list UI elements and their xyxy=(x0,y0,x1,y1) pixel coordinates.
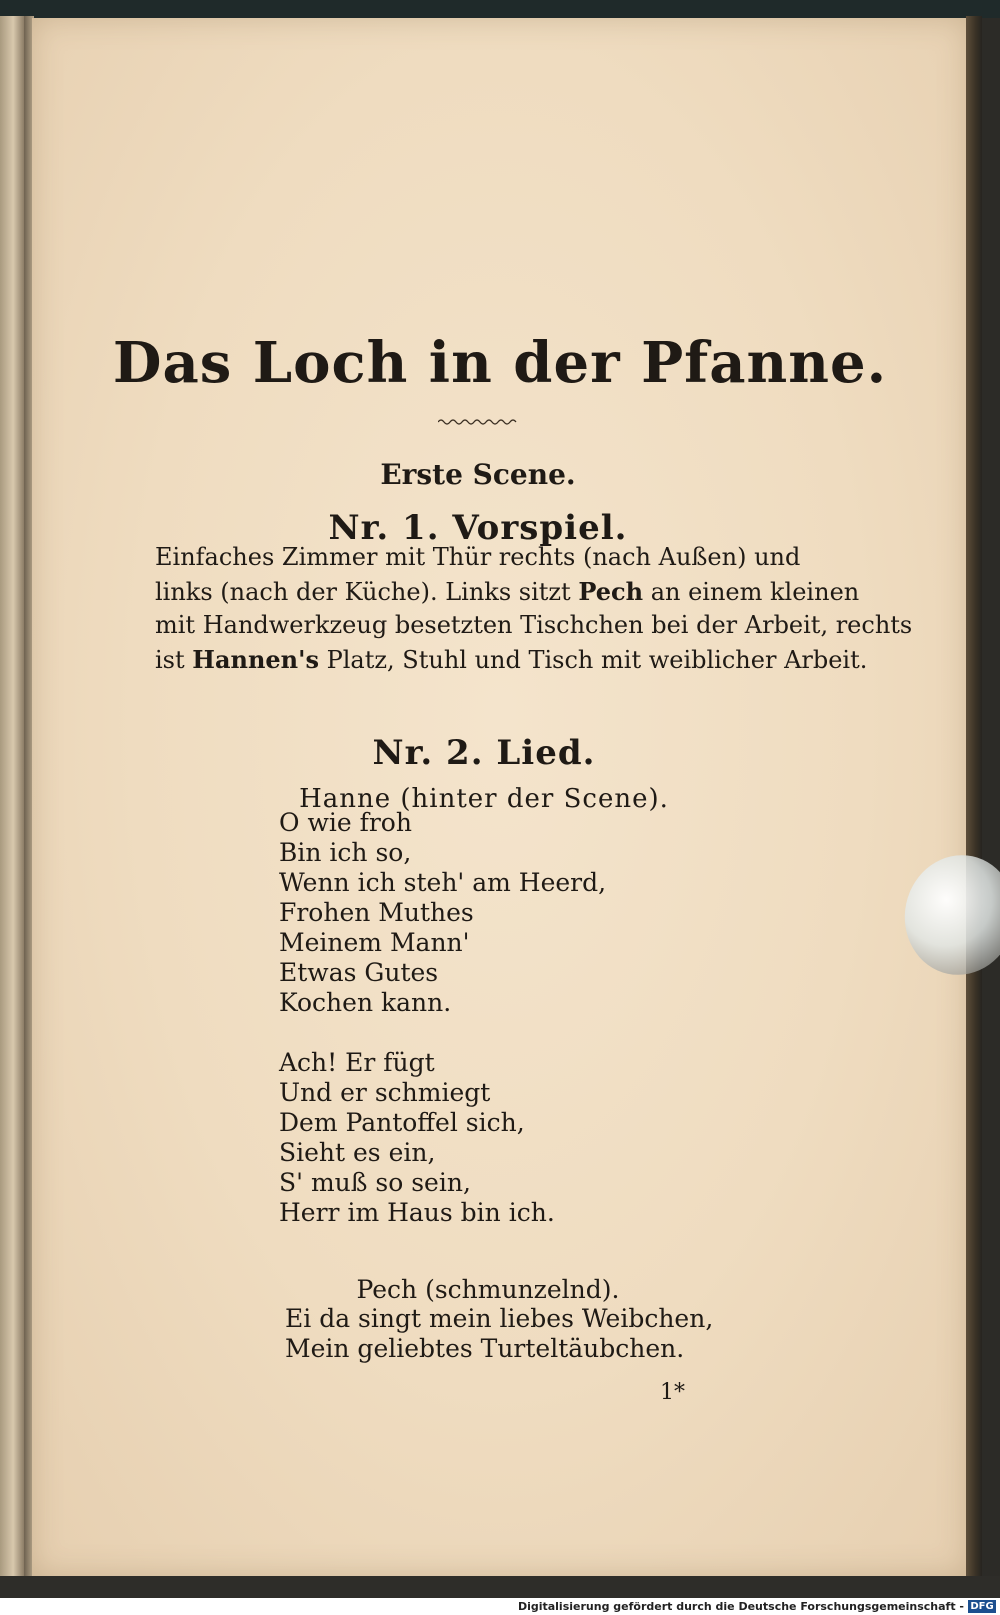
verse-line: Frohen Muthes xyxy=(279,898,474,927)
verse-line: Ei da singt mein liebes Weibchen, xyxy=(285,1304,714,1333)
bottom-edge xyxy=(0,1576,1000,1598)
character-name-hanne: Hannen's xyxy=(192,645,319,674)
page-title: Das Loch in der Pfanne. xyxy=(112,330,888,396)
verse-line: Wenn ich steh' am Heerd, xyxy=(279,868,607,897)
dfg-logo: DFG xyxy=(968,1600,996,1613)
stage-direction-line xyxy=(155,645,867,674)
verse-line: Ach! Er fügt xyxy=(279,1048,435,1077)
stage-text: links (nach der Küche). Links sitzt xyxy=(155,578,579,606)
scene-heading: Erste Scene. xyxy=(380,458,576,491)
speaker-heading-hanne: Hanne (hinter der Scene). xyxy=(299,784,669,814)
section-heading-nr1: Nr. 1. Vorspiel. xyxy=(328,508,628,548)
verse-line: Dem Pantoffel sich, xyxy=(279,1108,525,1137)
speaker-heading-pech: Pech (schmunzelnd). xyxy=(356,1275,620,1304)
wavy-rule-ornament xyxy=(438,417,518,427)
stage-text: Platz, Stuhl und Tisch mit weiblicher Arbeit. xyxy=(318,646,868,674)
right-book-edge xyxy=(966,16,982,1581)
character-name-pech: Pech xyxy=(578,577,644,606)
stage-text: an einem kleinen xyxy=(643,578,860,606)
page-number: 1* xyxy=(660,1380,685,1405)
top-edge xyxy=(0,0,1000,18)
stage-text: ist xyxy=(155,646,193,674)
verse-line: Bin ich so, xyxy=(279,838,412,867)
verse-line: Herr im Haus bin ich. xyxy=(279,1198,555,1227)
verse-line: O wie froh xyxy=(279,808,412,837)
verse-line: Kochen kann. xyxy=(279,988,452,1017)
verse-line: Meinem Mann' xyxy=(279,928,470,957)
section-heading-nr2: Nr. 2. Lied. xyxy=(372,733,596,773)
stage-direction-line xyxy=(155,577,859,606)
verse-line: Etwas Gutes xyxy=(279,958,439,987)
verse-line: S' muß so sein, xyxy=(279,1168,471,1197)
stage-direction-line: mit Handwerkzeug besetzten Tischchen bei der Arbeit, rechts xyxy=(155,611,913,639)
verse-line: Sieht es ein, xyxy=(279,1138,436,1167)
stage-direction-line: Einfaches Zimmer mit Thür rechts (nach Außen) und xyxy=(155,543,801,571)
verse-line: Und er schmiegt xyxy=(279,1078,491,1107)
verse-line: Mein geliebtes Turteltäubchen. xyxy=(285,1334,685,1363)
footer-credit: Digitalisierung gefördert durch die Deutsche Forschungsgemeinschaft - xyxy=(517,1600,964,1613)
